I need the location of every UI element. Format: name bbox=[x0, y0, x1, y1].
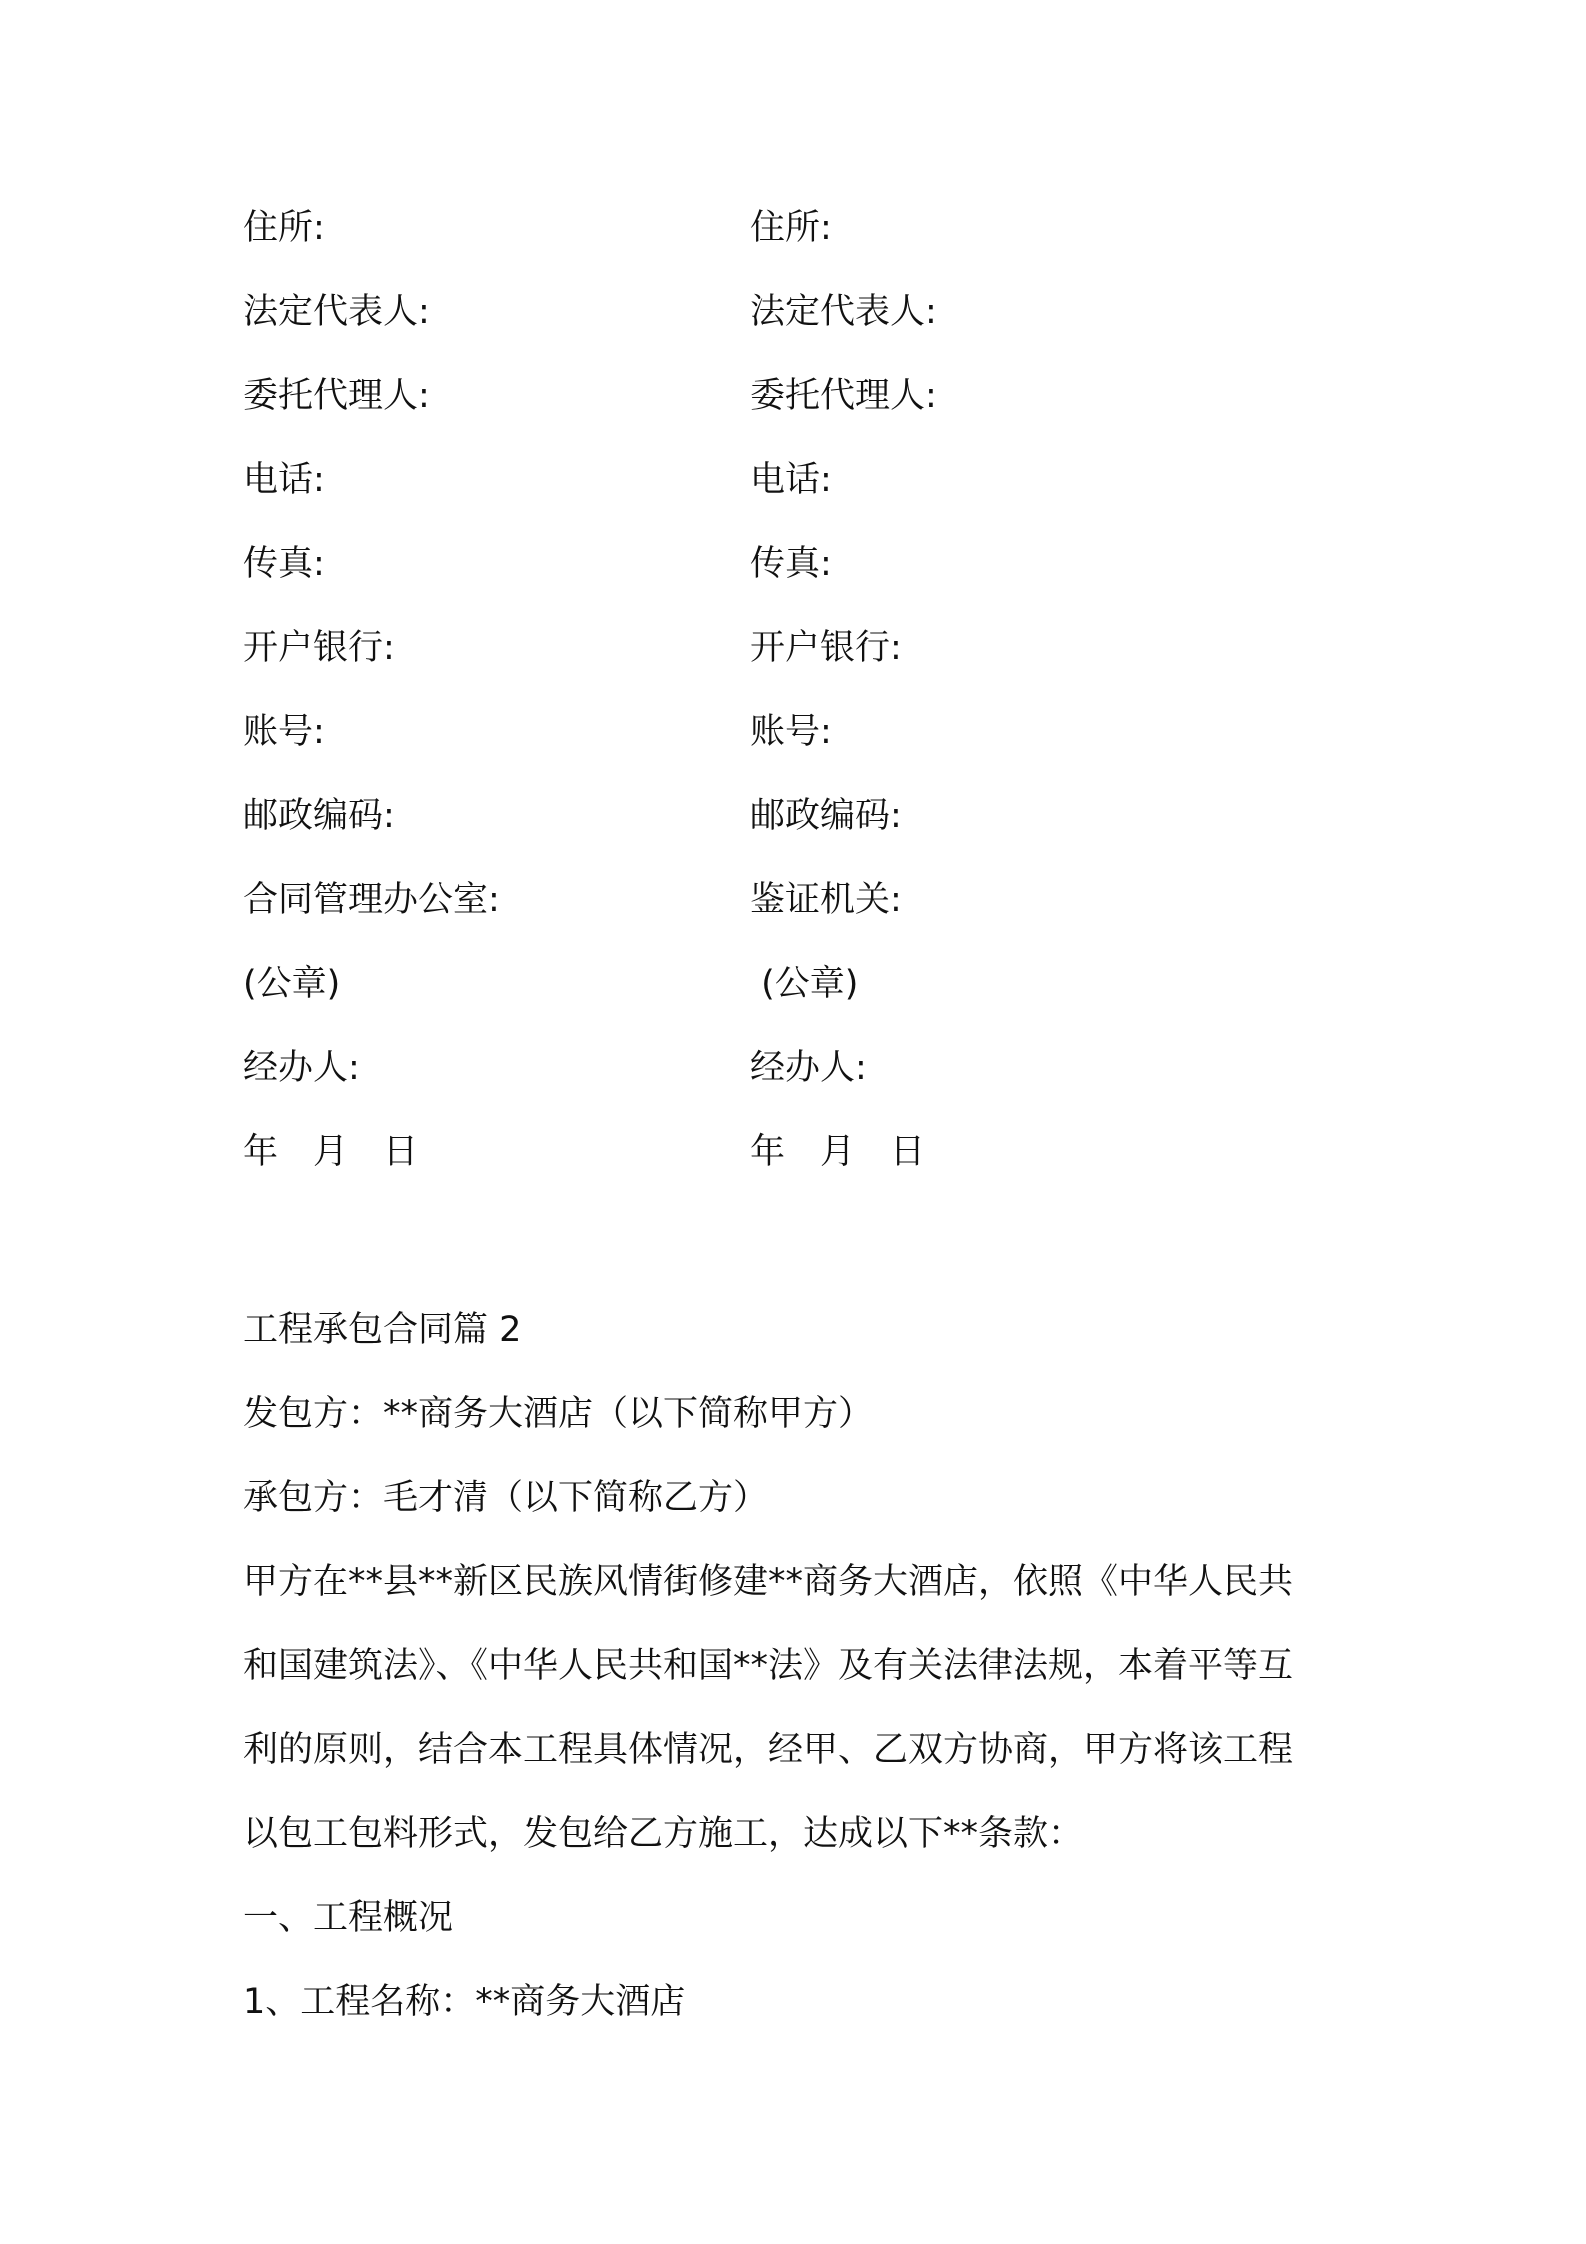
sig-row-seal bbox=[243, 956, 1343, 1040]
right-seal-label: (公章) bbox=[750, 964, 859, 1004]
party-a-address-label: 住所: bbox=[243, 208, 325, 248]
party-b-account-label: 账号: bbox=[750, 712, 832, 752]
contract-body bbox=[243, 1288, 1363, 2044]
intro-line: 以包工包料形式，发包给乙方施工，达成以下**条款： bbox=[243, 1814, 1084, 1854]
intro-line: 和国建筑法》、《中华人民共和国**法》及有关法律法规，本着平等互 bbox=[243, 1646, 1294, 1686]
left-date-label: 年 月 日 bbox=[243, 1132, 419, 1172]
project-name-item: 1、工程名称：**商务大酒店 bbox=[243, 1982, 686, 2022]
contract-office-label: 合同管理办公室: bbox=[243, 880, 500, 920]
party-a-fax-label: 传真: bbox=[243, 544, 325, 584]
sig-row-postcode bbox=[243, 788, 1343, 872]
signature-block bbox=[243, 200, 1343, 1208]
party-b-phone-label: 电话: bbox=[750, 460, 832, 500]
contract-title: 工程承包合同篇 2 bbox=[243, 1310, 522, 1350]
party-b-statement: 承包方：毛才清（以下简称乙方） bbox=[243, 1478, 769, 1518]
sig-row-bank bbox=[243, 620, 1343, 704]
party-b-legal-rep-label: 法定代表人: bbox=[750, 292, 937, 332]
party-a-postcode-label: 邮政编码: bbox=[243, 796, 395, 836]
intro-line: 利的原则，结合本工程具体情况，经甲、乙双方协商，甲方将该工程 bbox=[243, 1730, 1294, 1770]
sig-row-office bbox=[243, 872, 1343, 956]
sig-row-handler bbox=[243, 1040, 1343, 1124]
left-seal-label: (公章) bbox=[243, 964, 341, 1004]
party-a-phone-label: 电话: bbox=[243, 460, 325, 500]
party-b-address-label: 住所: bbox=[750, 208, 832, 248]
party-a-bank-label: 开户银行: bbox=[243, 628, 395, 668]
sig-row-date bbox=[243, 1124, 1343, 1208]
sig-row-phone bbox=[243, 452, 1343, 536]
party-b-postcode-label: 邮政编码: bbox=[750, 796, 902, 836]
section-heading: 一、工程概况 bbox=[243, 1898, 454, 1938]
party-a-agent-label: 委托代理人: bbox=[243, 376, 430, 416]
party-b-fax-label: 传真: bbox=[750, 544, 832, 584]
party-a-legal-rep-label: 法定代表人: bbox=[243, 292, 430, 332]
sig-row-agent bbox=[243, 368, 1343, 452]
intro-line: 甲方在**县**新区民族风情街修建**商务大酒店，依照《中华人民共 bbox=[243, 1562, 1294, 1602]
sig-row-legal-rep bbox=[243, 284, 1343, 368]
party-a-statement: 发包方：**商务大酒店（以下简称甲方） bbox=[243, 1394, 874, 1434]
right-handler-label: 经办人: bbox=[750, 1048, 867, 1088]
party-b-bank-label: 开户银行: bbox=[750, 628, 902, 668]
sig-row-address bbox=[243, 200, 1343, 284]
sig-row-fax bbox=[243, 536, 1343, 620]
notary-authority-label: 鉴证机关: bbox=[750, 880, 902, 920]
left-handler-label: 经办人: bbox=[243, 1048, 360, 1088]
sig-row-account bbox=[243, 704, 1343, 788]
intro-paragraph bbox=[243, 1540, 1363, 1876]
right-date-label: 年 月 日 bbox=[750, 1132, 926, 1172]
party-b-agent-label: 委托代理人: bbox=[750, 376, 937, 416]
party-a-account-label: 账号: bbox=[243, 712, 325, 752]
